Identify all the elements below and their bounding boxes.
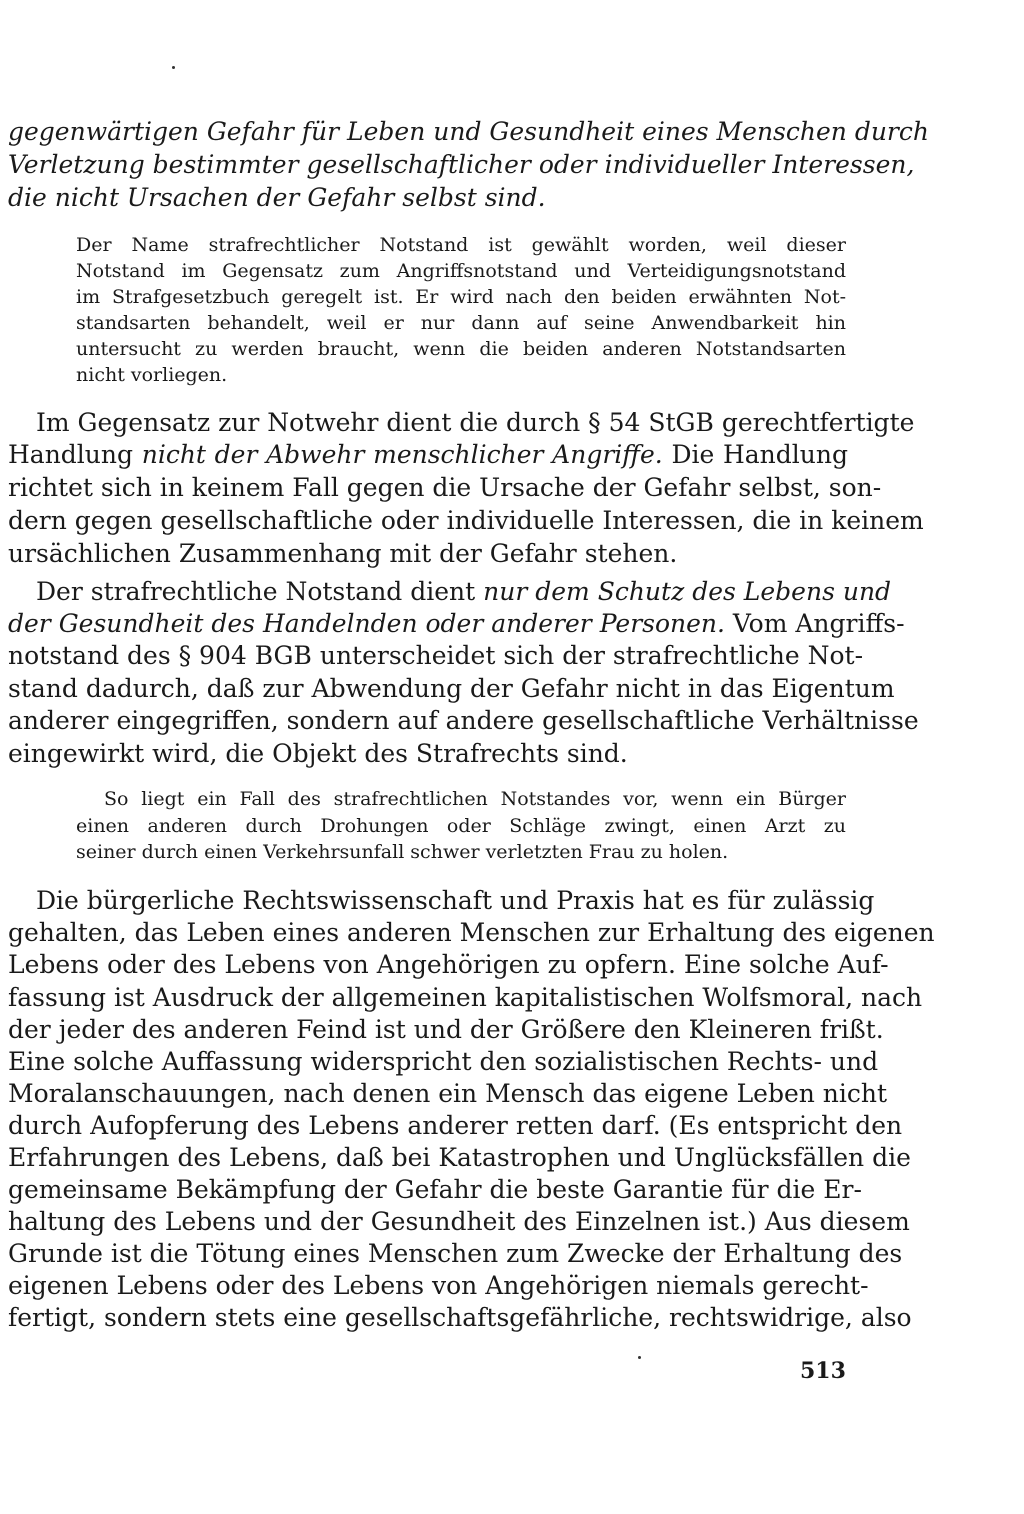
text-line: die nicht Ursachen der Gefahr selbst sind. bbox=[8, 183, 546, 212]
text-line: richtet sich in keinem Fall gegen die Ursache der Gefahr selbst, son- bbox=[8, 473, 882, 502]
text-line: dern gegen gesellschaftliche oder individuelle Interessen, die in keinem bbox=[8, 506, 924, 535]
note-line: seiner durch einen Verkehrsunfall schwer verletzten Frau zu holen. bbox=[76, 841, 729, 863]
text-line: fertigt, sondern stets eine gesellschaftsgefährliche, rechtswidrige, also bbox=[8, 1303, 912, 1332]
note-line: Der Name strafrechtlicher Notstand ist gewählt worden, weil dieser bbox=[76, 234, 846, 256]
text-line: durch Aufopferung des Lebens anderer retten darf. (Es entspricht den bbox=[8, 1111, 903, 1140]
text-line: Lebens oder des Lebens von Angehörigen zu opfern. Eine solche Auf- bbox=[8, 950, 889, 979]
text-line: stand dadurch, daß zur Abwendung der Gefahr nicht in das Eigentum bbox=[8, 674, 895, 703]
text-line: der Gesundheit des Handelnden oder anderer Personen. Vom Angriffs- bbox=[8, 609, 905, 638]
text-line: Die bürgerliche Rechtswissenschaft und Praxis hat es für zulässig bbox=[36, 886, 875, 915]
text-line: haltung des Lebens und der Gesundheit des Einzelnen ist.) Aus diesem bbox=[8, 1207, 910, 1236]
text-line: Moralanschauungen, nach denen ein Mensch das eigene Leben nicht bbox=[8, 1079, 888, 1108]
text-line: eingewirkt wird, die Objekt des Strafrechts sind. bbox=[8, 739, 628, 768]
text-line: Handlung nicht der Abwehr menschlicher Angriffe. Die Handlung bbox=[8, 440, 848, 469]
text-line: Grunde ist die Tötung eines Menschen zum Zwecke der Erhaltung des bbox=[8, 1239, 903, 1268]
note-line: untersucht zu werden braucht, wenn die beiden anderen Notstandsarten bbox=[76, 338, 846, 360]
text-line: fassung ist Ausdruck der allgemeinen kapitalistischen Wolfsmoral, nach bbox=[8, 983, 923, 1012]
text-line: eigenen Lebens oder des Lebens von Angehörigen niemals gerecht- bbox=[8, 1271, 869, 1300]
scan-speck bbox=[172, 66, 175, 69]
note-line: Notstand im Gegensatz zum Angriffsnotstand und Verteidigungsnotstand bbox=[76, 260, 846, 282]
text-line: Eine solche Auffassung widerspricht den sozialistischen Rechts- und bbox=[8, 1047, 879, 1076]
text-line: notstand des § 904 BGB unterscheidet sich der strafrechtliche Not- bbox=[8, 641, 864, 670]
page-number: 513 bbox=[800, 1358, 846, 1384]
note-line: nicht vorliegen. bbox=[76, 364, 228, 386]
note-line: einen anderen durch Drohungen oder Schläge zwingt, einen Arzt zu bbox=[76, 815, 846, 837]
text-line: Erfahrungen des Lebens, daß bei Katastrophen und Unglücksfällen die bbox=[8, 1143, 911, 1172]
text-line: der jeder des anderen Feind ist und der Größere den Kleineren frißt. bbox=[8, 1015, 884, 1044]
text-line: gegenwärtigen Gefahr für Leben und Gesundheit eines Menschen durch bbox=[8, 117, 929, 146]
scan-speck bbox=[638, 1356, 641, 1359]
note-line: im Strafgesetzbuch geregelt ist. Er wird nach den beiden erwähnten Not- bbox=[76, 286, 846, 308]
text-line: Verletzung bestimmter gesellschaftlicher oder individueller Interessen, bbox=[8, 150, 915, 179]
text-line: anderer eingegriffen, sondern auf andere gesellschaftliche Verhältnisse bbox=[8, 706, 919, 735]
text-line: Der strafrechtliche Notstand dient nur dem Schutz des Lebens und bbox=[36, 577, 892, 606]
text-line: ursächlichen Zusammenhang mit der Gefahr stehen. bbox=[8, 539, 678, 568]
note-line: standsarten behandelt, weil er nur dann auf seine Anwendbarkeit hin bbox=[76, 312, 846, 334]
text-line: Im Gegensatz zur Notwehr dient die durch § 54 StGB gerechtfertigte bbox=[36, 408, 915, 437]
text-line: gehalten, das Leben eines anderen Menschen zur Erhaltung des eigenen bbox=[8, 918, 935, 947]
note-line: So liegt ein Fall des strafrechtlichen Notstandes vor, wenn ein Bürger bbox=[104, 788, 846, 810]
text-line: gemeinsame Bekämpfung der Gefahr die beste Garantie für die Er- bbox=[8, 1175, 862, 1204]
